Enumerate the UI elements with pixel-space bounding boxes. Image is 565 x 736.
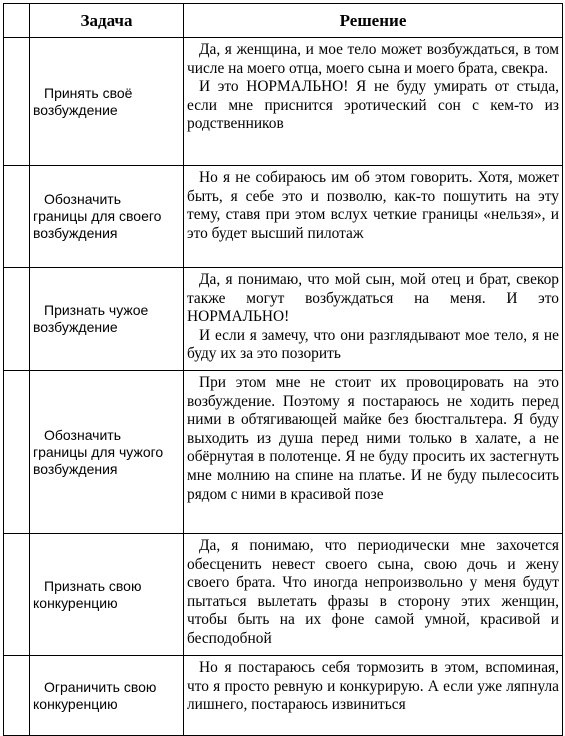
row-blank-cell (4, 268, 30, 371)
header-task: Задача (30, 4, 184, 38)
solution-cell (184, 656, 563, 736)
table-row (4, 268, 563, 371)
row-blank-cell (4, 656, 30, 736)
task-cell: Принять своё возбуждение (30, 38, 184, 166)
solution-cell (184, 371, 563, 534)
row-blank-cell (4, 166, 30, 268)
solution-cell (184, 268, 563, 371)
solution-cell (184, 534, 563, 656)
header-row (4, 4, 563, 38)
task-cell: Обозначить границы для своего возбуждения (30, 166, 184, 268)
table-row (4, 371, 563, 534)
solution-paragraph: И это НОРМАЛЬНО! Я не буду умирать от стыда, если мне приснится эротический сон с кем-то из родственников (187, 78, 559, 133)
solution-cell (184, 166, 563, 268)
solution-paragraph: Но я не собираюсь им об этом говорить. Хотя, может быть, я себе это и позволю, как-то пошутить на эту тему, ставя при этом вслух четкие границы «нельзя», и это будет высший пилотаж (187, 169, 559, 242)
table-row (4, 534, 563, 656)
row-blank-cell (4, 38, 30, 166)
table-row (4, 656, 563, 736)
table-row (4, 38, 563, 166)
solution-paragraph: Да, я понимаю, что мой сын, мой отец и брат, свекор также могут возбуждаться на меня. И это НОРМАЛЬНО! (187, 271, 559, 326)
solution-paragraph: Но я постараюсь себя тормозить в этом, вспоминая, что я просто ревную и конкурирую. А если уже ляпнула лишнего, постараюсь извиниться (187, 659, 559, 714)
task-cell: Обозначить границы для чужого возбуждения (30, 371, 184, 534)
solution-paragraph: При этом мне не стоит их провоцировать на это возбуждение. Поэтому я постараюсь не ходить перед ними в обтягивающей майке без бюстгальтера. Я буду выходить из душа перед ними только в халате, а не обёрнутая в полотенце. Я не буду просить их застегнуть мне молнию на спине на платье. И не буду пылесосить рядом с ними в красивой позе (187, 374, 559, 503)
task-cell: Ограничить свою конкуренцию (30, 656, 184, 736)
row-blank-cell (4, 534, 30, 656)
task-cell: Признать свою конкуренцию (30, 534, 184, 656)
solution-paragraph: Да, я женщина, и мое тело может возбуждаться, в том числе на моего отца, моего сына и моего брата, свекра. (187, 41, 559, 77)
header-blank-cell (4, 4, 30, 38)
header-solution: Решение (184, 4, 563, 38)
solution-paragraph: Да, я понимаю, что периодически мне захочется обесценить невест своего сына, свою дочь и жену своего брата. Что иногда непроизвольно у меня будут пытаться вылетать фразы в сторону этих женщин, чтобы быть на их фоне самой умной, красивой и бесподобной (187, 537, 559, 647)
table-row (4, 166, 563, 268)
solution-cell (184, 38, 563, 166)
task-cell: Признать чужое возбуждение (30, 268, 184, 371)
task-solution-table (3, 3, 563, 736)
solution-paragraph: И если я замечу, что они разглядывают мое тело, я не буду их за это позорить (187, 326, 559, 363)
row-blank-cell (4, 371, 30, 534)
